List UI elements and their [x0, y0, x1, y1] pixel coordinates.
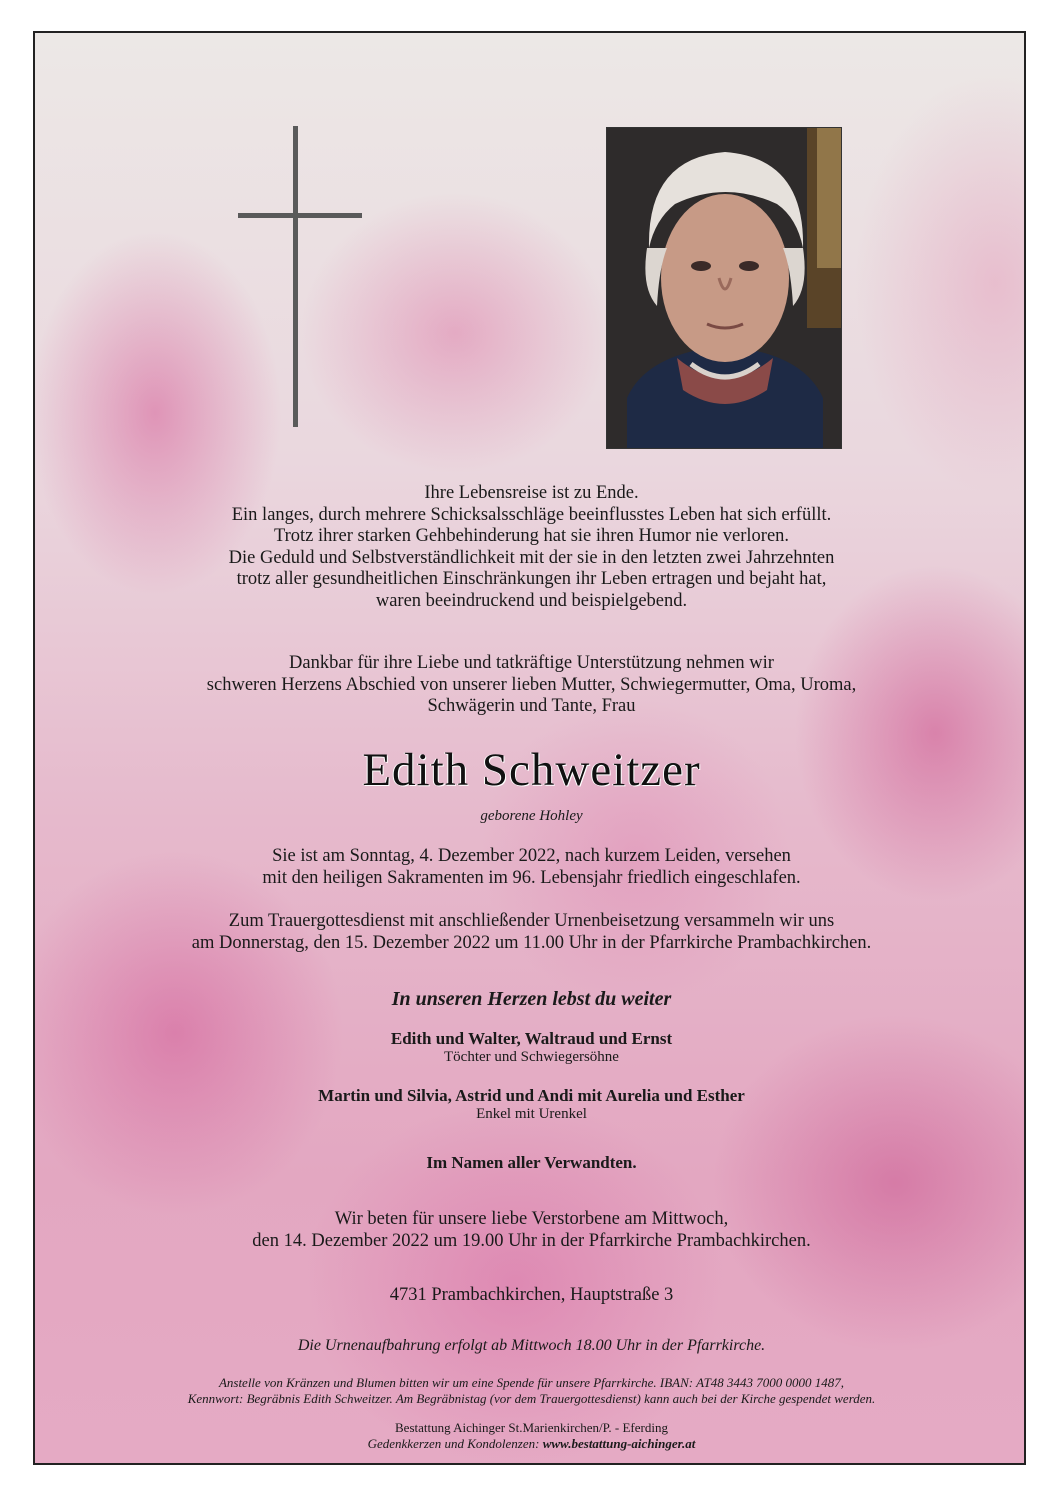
urn-note: Die Urnenaufbahrung erfolgt ab Mittwoch 18.00 Uhr in der Pfarrkirche. [297, 1337, 766, 1354]
death-notice-line: Sie ist am Sonntag, 4. Dezember 2022, nach kurzem Leiden, versehen [272, 846, 791, 866]
maiden-name: geborene Hohley [480, 808, 583, 824]
motto: In unseren Herzen lebst du weiter [391, 988, 672, 1010]
intro-line: waren beeindruckend und beispielgebend. [375, 590, 688, 611]
service-notice [35, 911, 1026, 954]
mourner-relation: Töchter und Schwiegersöhne [444, 1049, 619, 1065]
death-notice-line: mit den heiligen Sakramenten im 96. Lebensjahr friedlich eingeschlafen. [262, 867, 801, 888]
donation-line: Kennwort: Begräbnis Edith Schweitzer. Am Begräbnistag (vor dem Trauergottesdienst) kann auch bei der Kirche gespendet werden. [187, 1391, 876, 1406]
address: 4731 Prambachkirchen, Hauptstraße 3 [389, 1285, 674, 1305]
donation-line: Anstelle von Kränzen und Blumen bitten wir um eine Spende für unsere Pfarrkirche. IBAN: AT48 3443 7000 0000 1487, [218, 1375, 845, 1390]
death-notice [35, 846, 1026, 889]
prayer-line: den 14. Dezember 2022 um 19.00 Uhr in der Pfarrkirche Prambachkirchen. [252, 1230, 811, 1251]
intro-line: Ein langes, durch mehrere Schicksalsschläge beeinflusstes Leben hat sich erfüllt. [231, 504, 832, 525]
condolence-label: Gedenkkerzen und Kondolenzen: [367, 1436, 543, 1451]
mourner-group [35, 1086, 1026, 1123]
cross-icon-bar [238, 213, 362, 218]
obituary-card [33, 31, 1026, 1465]
intro-line: Ihre Lebensreise ist zu Ende. [424, 483, 639, 503]
gratitude-line: Dankbar für ihre Liebe und tatkräftige Unterstützung nehmen wir [289, 653, 774, 673]
prayer-line: Wir beten für unsere liebe Verstorbene am Mittwoch, [334, 1209, 729, 1229]
relatives-note: Im Namen aller Verwandten. [426, 1153, 637, 1172]
service-line: Zum Trauergottesdienst mit anschließender Urnenbeisetzung versammeln wir uns [228, 911, 835, 931]
mourner-relation: Enkel mit Urenkel [476, 1106, 587, 1122]
cross-icon [293, 126, 298, 427]
undertaker: Bestattung Aichinger St.Marienkirchen/P. - Eferding [395, 1420, 668, 1435]
mourner-names: Martin und Silvia, Astrid und Andi mit Aurelia und Esther [318, 1086, 745, 1105]
gratitude-line: schweren Herzens Abschied von unserer lieben Mutter, Schwiegermutter, Oma, Uroma, [206, 674, 857, 695]
gratitude-line: Schwägerin und Tante, Frau [427, 696, 636, 716]
deceased-name: Edith Schweitzer [362, 744, 701, 796]
intro-line: Trotz ihrer starken Gehbehinderung hat sie ihren Humor nie verloren. [273, 526, 790, 546]
intro-line: trotz aller gesundheitlichen Einschränkungen ihr Leben ertragen und bejaht hat, [236, 569, 827, 589]
intro-text [35, 483, 1026, 612]
condolence-line [35, 1436, 1026, 1452]
condolence-link[interactable]: www.bestattung-aichinger.at [542, 1436, 696, 1451]
mourner-names: Edith und Walter, Waltraud und Ernst [390, 1029, 673, 1048]
gratitude-text [35, 653, 1026, 718]
intro-line: Die Geduld und Selbstverständlichkeit mit der sie in den letzten zwei Jahrzehnten [228, 547, 835, 568]
donation-note [35, 1375, 1026, 1407]
service-line: am Donnerstag, den 15. Dezember 2022 um 11.00 Uhr in der Pfarrkirche Prambachkirchen. [191, 932, 872, 953]
prayer-notice [35, 1209, 1026, 1252]
portrait-photo [606, 127, 842, 449]
portrait-illustration [607, 128, 842, 449]
mourner-group [35, 1029, 1026, 1066]
